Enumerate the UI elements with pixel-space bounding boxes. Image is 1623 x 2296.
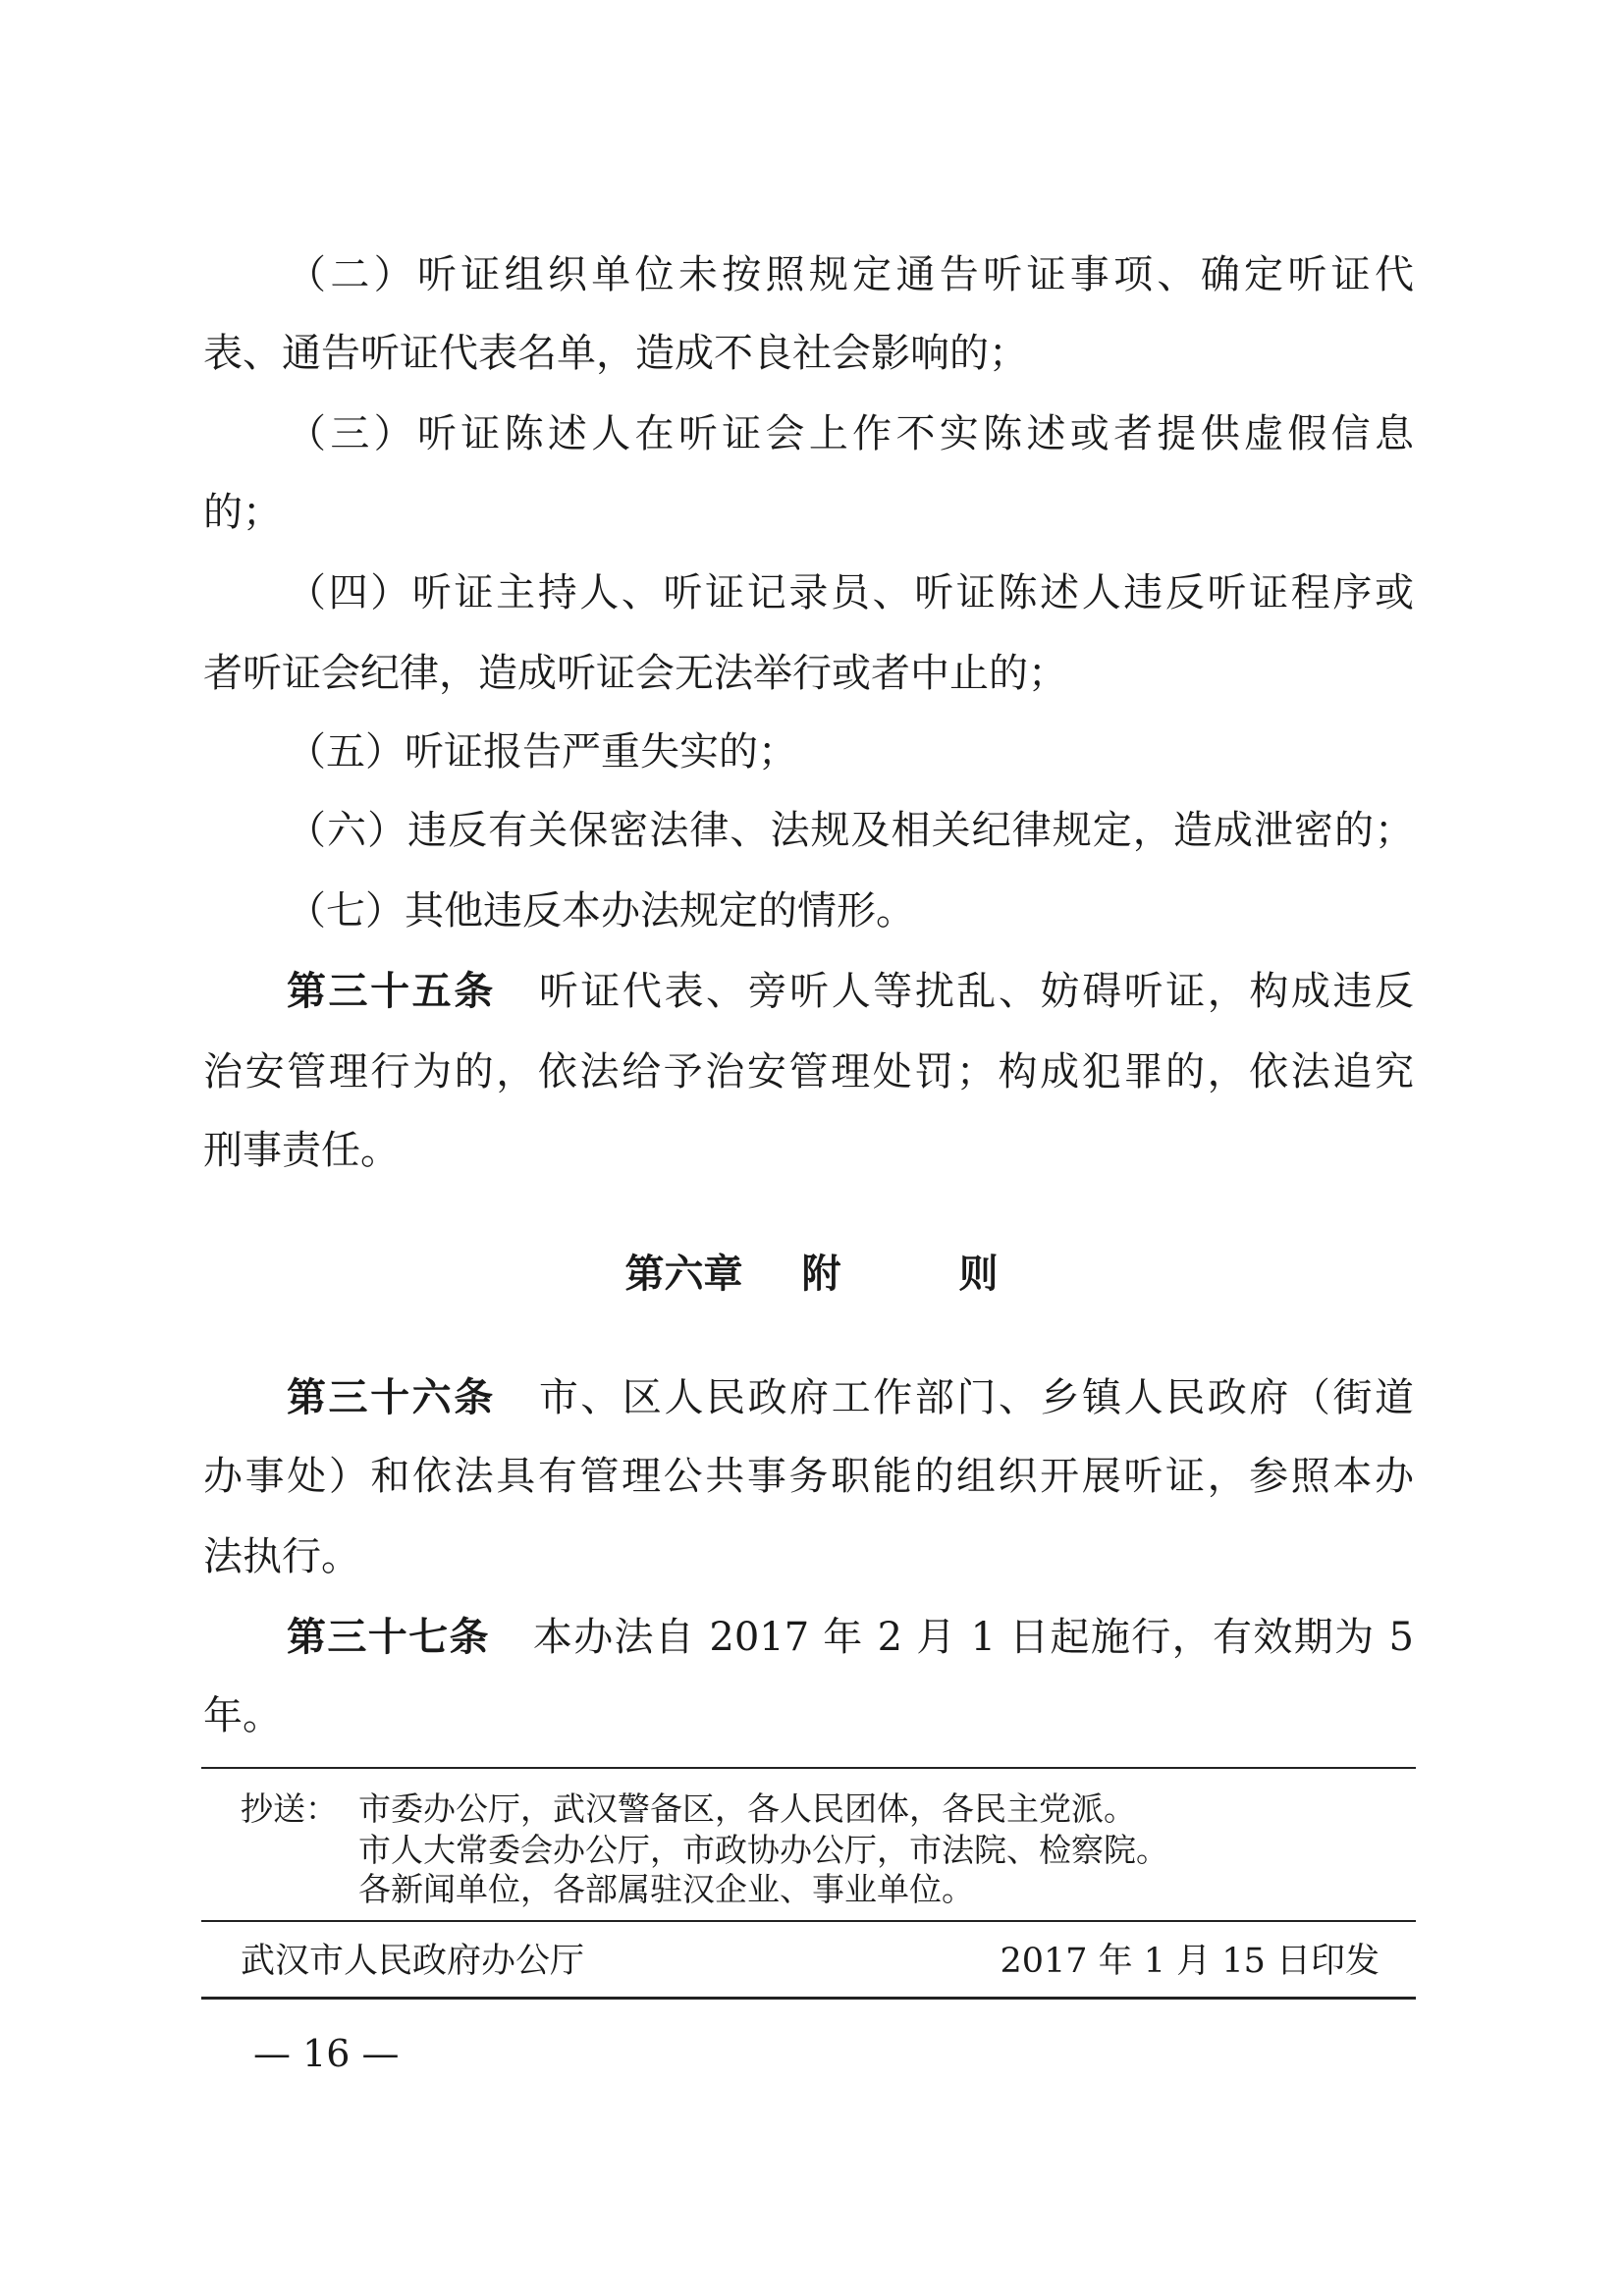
article-36-text-1: 市、区人民政府工作部门、乡镇人民政府（街道 [538,1375,1415,1420]
clause-5-line-1: （五）听证报告严重失实的； [287,729,797,774]
article-36-line-2: 办事处）和依法具有管理公共事务职能的组织开展听证，参照本办 [203,1454,1414,1499]
article-37-line-2: 年。 [203,1693,282,1738]
clause-3-line-1: （三）听证陈述人在听证会上作不实陈述或者提供虚假信息 [287,411,1414,456]
issue-date: 2017 年 1 月 15 日印发 [1000,1942,1380,1981]
article-37-line-1 [287,1610,1414,1665]
cc-line-1: 市委办公厅，武汉警备区，各人民团体，各民主党派。 [358,1789,1136,1828]
issuer: 武汉市人民政府办公厅 [241,1942,585,1981]
article-35-line-2: 治安管理行为的，依法给予治安管理处罚；构成犯罪的，依法追究 [203,1049,1414,1095]
clause-2-line-2: 表、通告听证代表名单，造成不良社会影响的； [203,331,1028,376]
clause-4-line-1: （四）听证主持人、听证记录员、听证陈述人违反听证程序或 [287,570,1414,615]
article-36-heading: 第三十六条 [287,1375,496,1420]
page-number: — 16 — [253,2032,400,2075]
article-35-text-1: 听证代表、旁听人等扰乱、妨碍听证，构成违反 [538,969,1415,1014]
cc-label: 抄送： [241,1789,338,1828]
article-35-line-1 [287,964,1414,1019]
article-37-text-1: 本办法自 2017 年 2 月 1 日起施行，有效期为 5 [532,1615,1414,1660]
clause-2-line-1: （二）听证组织单位未按照规定通告听证事项、确定听证代 [287,252,1414,297]
cc-line-2: 市人大常委会办公厅，市政协办公厅，市法院、检察院。 [358,1831,1168,1869]
chapter-title-part-2: 则 [958,1252,999,1297]
article-37-heading: 第三十七条 [287,1615,490,1660]
clause-4-line-2: 者听证会纪律，造成听证会无法举行或者中止的； [203,651,1067,696]
article-35-line-3: 刑事责任。 [203,1128,400,1173]
clause-6-line-1: （六）违反有关保密法律、法规及相关纪律规定，造成泄密的； [287,808,1414,853]
clause-3-line-2: 的； [203,490,282,535]
cc-line-3: 各新闻单位，各部属驻汉企业、事业单位。 [358,1870,974,1908]
article-35-heading: 第三十五条 [287,969,496,1014]
article-36-line-1 [287,1370,1414,1425]
chapter-number: 第六章 [624,1252,743,1297]
clause-7-line-1: （七）其他违反本办法规定的情形。 [287,888,915,934]
issuer-bottom-rule [201,1997,1416,2000]
cc-top-rule [201,1767,1416,1769]
cc-bottom-rule [201,1920,1416,1922]
chapter-heading [0,1247,1623,1302]
article-36-line-3: 法执行。 [203,1534,360,1579]
chapter-title-part-1: 附 [801,1252,841,1297]
